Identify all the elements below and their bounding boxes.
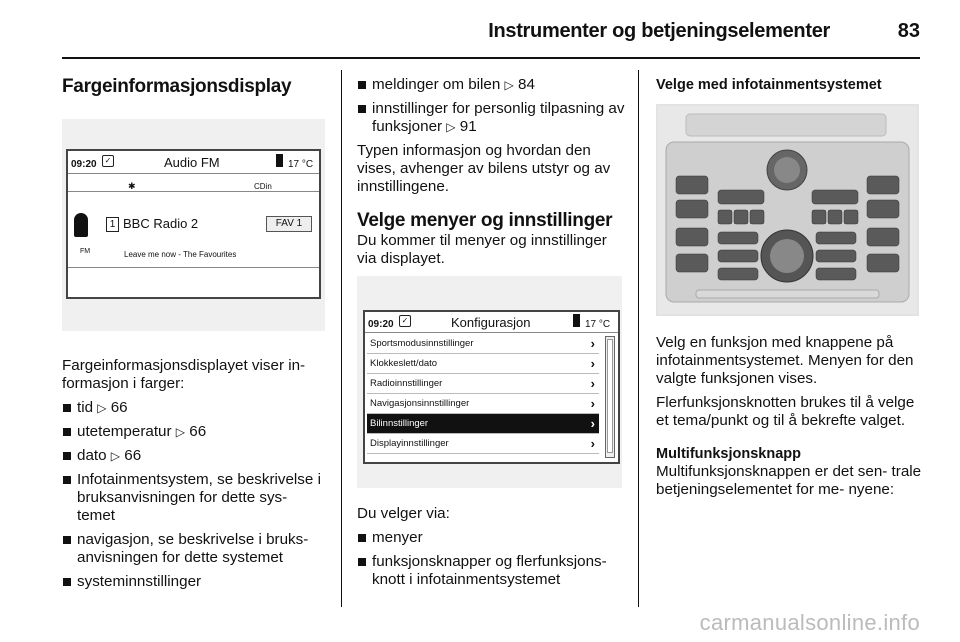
bluetooth-icon: ✱: [128, 181, 136, 191]
config-menu-item[interactable]: [367, 374, 599, 394]
subheading-infotainment: Velge med infotainmentsystemet: [656, 77, 882, 93]
color-display-figure: [62, 119, 325, 331]
info-type-text: Typen informasjon og hvordan den vises, avhenger av bilens utstyr og av innstillingene.: [357, 142, 611, 195]
column-divider-1: [341, 70, 342, 607]
display-info-list: [62, 399, 328, 591]
divider-line: [68, 267, 319, 268]
clock-sync-icon: ✓: [399, 315, 411, 327]
page-reference: 91: [459, 118, 477, 135]
song-info: Leave me now - The Favourites: [124, 250, 237, 259]
list-item: systeminnstillinger: [62, 573, 328, 591]
chevron-right-icon: ›: [590, 396, 595, 411]
display-info-list-continued: [357, 76, 627, 136]
config-menu-item[interactable]: [367, 354, 599, 374]
page-reference: 66: [189, 423, 207, 440]
list-item: Infotainmentsystem, se beskrivelse i bruksanvisningen for dette sys- temet: [62, 471, 328, 525]
page-reference: 66: [110, 399, 128, 416]
header-rule: [62, 57, 920, 59]
display-title: Audio FM: [164, 155, 220, 170]
config-menu-item-label: Sportsmodusinnstillinger: [370, 338, 474, 349]
source-label: CDin: [254, 182, 272, 191]
reference-arrow-icon: ▷: [504, 78, 514, 92]
config-menu-item-label: Klokkeslett/dato: [370, 358, 438, 369]
intro-text: Fargeinformasjonsdisplayet viser in- formasjon i farger:: [62, 357, 306, 392]
display-screen: [66, 149, 321, 299]
config-menu-list: [367, 334, 599, 454]
display-status-bar: [68, 151, 319, 174]
chevron-right-icon: ›: [590, 376, 595, 391]
page-title: Instrumenter og betjeningselementer: [488, 20, 830, 42]
clock-sync-icon: ✓: [102, 155, 114, 167]
config-menu-item-label: Radioinnstillinger: [370, 378, 443, 389]
list-item: tid ▷ 66: [62, 399, 328, 417]
radio-tower-icon: [74, 213, 88, 237]
chevron-right-icon: ›: [590, 356, 595, 371]
select-via-text: Du velger via:: [357, 505, 450, 522]
page-reference: 84: [518, 76, 535, 93]
page-number: 83: [897, 20, 920, 42]
display-time: 09:20: [71, 159, 97, 170]
config-menu-item[interactable]: [367, 414, 599, 434]
section-heading-color-display: Fargeinformasjonsdisplay: [62, 76, 292, 97]
config-menu-item[interactable]: [367, 394, 599, 414]
page-reference: 66: [124, 447, 142, 464]
phone-icon: [276, 154, 283, 167]
chevron-right-icon: ›: [590, 436, 595, 451]
divider-line: [68, 191, 319, 192]
infotainment-panel-illustration: [656, 104, 919, 316]
list-item: funksjonsknapper og flerfunksjons- knott i infotainmentsystemet: [357, 553, 627, 589]
infotainment-text: Velg en funksjon med knappene på infotainmentsystemet. Menyen for den valgte funksjonen vises.: [656, 334, 914, 387]
subheading-multifunction: Multifunksjonsknapp: [656, 446, 801, 462]
list-item: meldinger om bilen ▷ 84: [357, 76, 627, 94]
multifunction-knob-text: Flerfunksjonsknotten brukes til å velge et tema/punkt og til å bekrefte valget.: [656, 394, 915, 429]
column-divider-2: [638, 70, 639, 607]
chevron-right-icon: ›: [590, 416, 595, 431]
scrollbar-thumb[interactable]: [607, 339, 613, 453]
config-menu-item-label: Bilinnstillinger: [370, 418, 429, 429]
list-item: utetemperatur ▷ 66: [62, 423, 328, 441]
phone-icon: [573, 314, 580, 327]
config-menu-item-label: Displayinnstillinger: [370, 438, 449, 449]
display-title: Konfigurasjon: [451, 315, 531, 330]
preset-number: 1: [106, 217, 119, 232]
infotainment-panel-figure: [656, 104, 919, 316]
section-heading-menus: Velge menyer og innstillinger: [357, 210, 613, 231]
watermark: carmanualsonline.info: [699, 610, 920, 635]
column-3: [656, 76, 922, 505]
column-1: [62, 76, 328, 597]
list-item: dato ▷ 66: [62, 447, 328, 465]
chevron-right-icon: ›: [590, 336, 595, 351]
config-screen: [363, 310, 620, 464]
reference-arrow-icon: ▷: [446, 120, 456, 134]
list-item: innstillinger for personlig tilpasning av funksjoner ▷ 91: [357, 100, 627, 136]
multifunction-button-text: Multifunksjonsknappen er det sen- trale betjeningselementet for me- nyene:: [656, 463, 922, 498]
station-name: BBC Radio 2: [123, 216, 199, 231]
config-menu-item[interactable]: [367, 434, 599, 454]
list-item: menyer: [357, 529, 627, 547]
reference-arrow-icon: ▷: [175, 425, 186, 439]
page-header: [62, 18, 920, 52]
config-menu-item-label: Navigasjonsinnstillinger: [370, 398, 470, 409]
configuration-menu-figure: [357, 276, 622, 488]
display-time: 09:20: [368, 319, 394, 330]
reference-arrow-icon: ▷: [97, 401, 107, 415]
reference-arrow-icon: ▷: [110, 449, 121, 463]
display-temperature: 17 °C: [288, 159, 314, 170]
config-status-bar: [365, 312, 618, 333]
menu-scrollbar[interactable]: [605, 336, 615, 458]
list-item: navigasjon, se beskrivelse i bruks- anvisningen for dette systemet: [62, 531, 328, 567]
display-temperature: 17 °C: [585, 319, 611, 330]
band-label: FM: [80, 248, 91, 255]
menus-intro-text: Du kommer til menyer og innstillinger via displayet.: [357, 232, 607, 267]
config-menu-item[interactable]: [367, 334, 599, 354]
column-2: [357, 76, 627, 595]
select-via-list: [357, 529, 627, 589]
favourite-label: FAV 1: [266, 216, 312, 232]
